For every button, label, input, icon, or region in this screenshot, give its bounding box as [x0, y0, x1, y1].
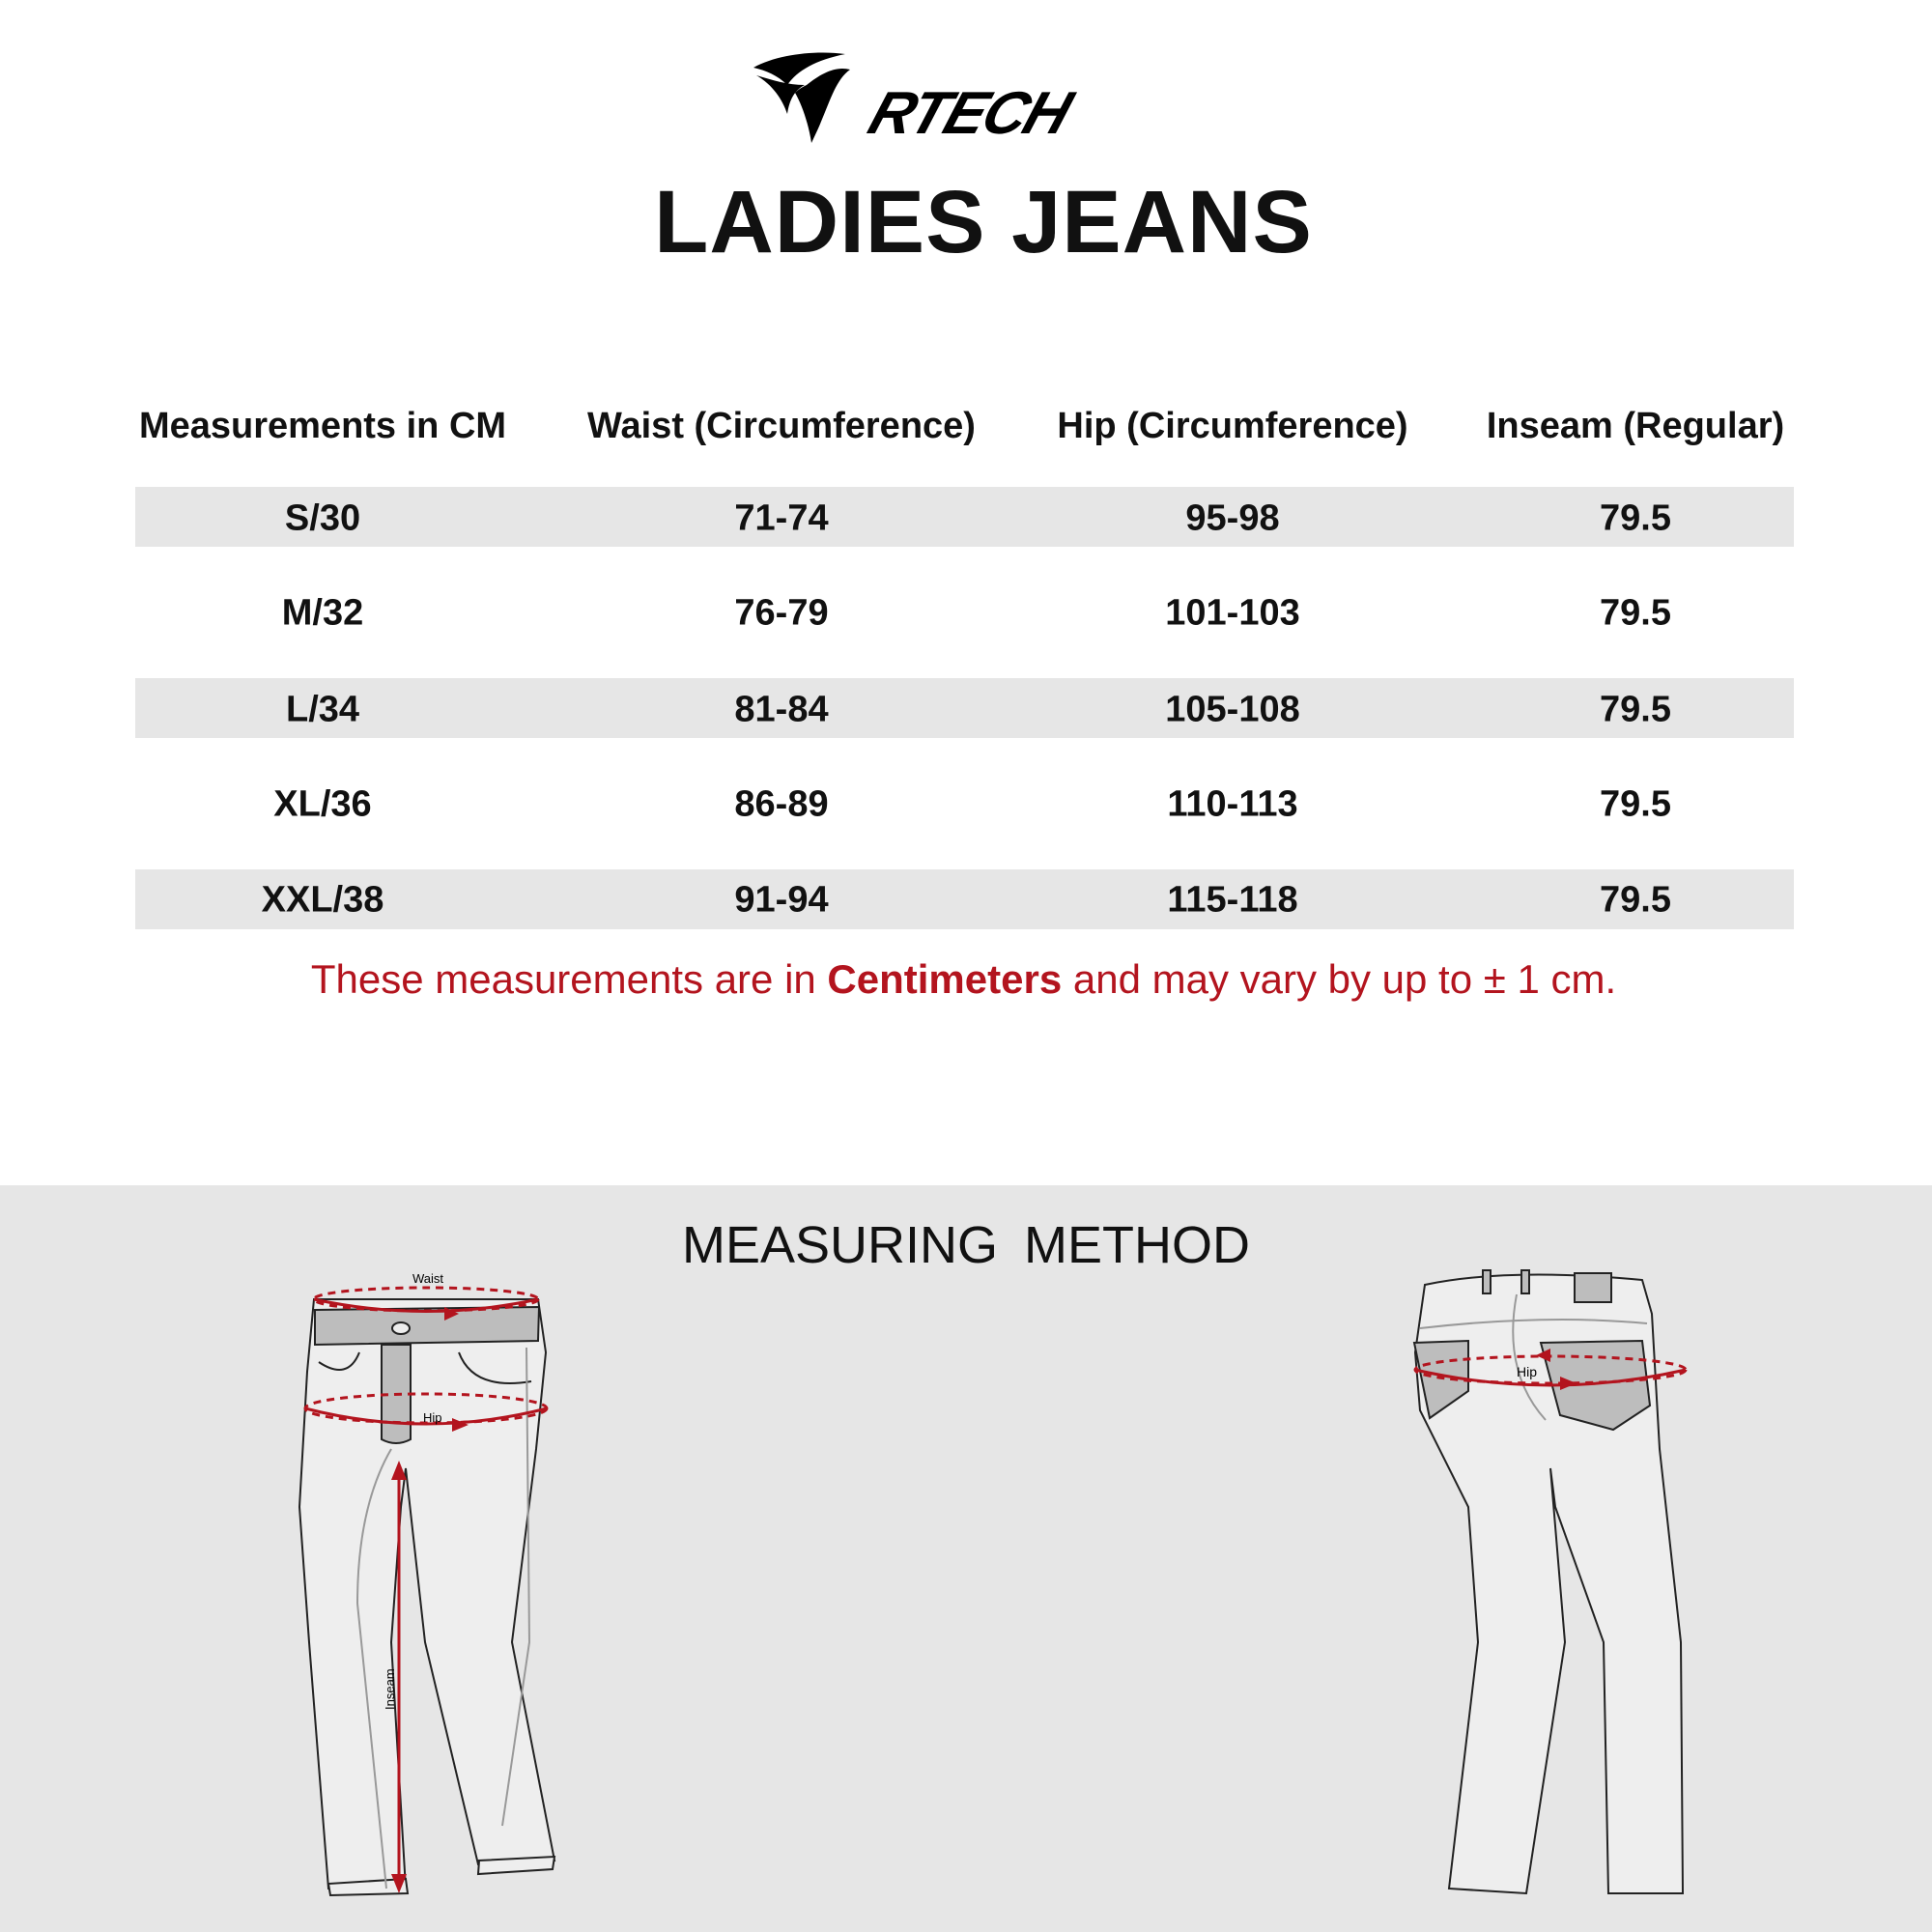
measuring-method-title: MEASURING METHOD — [681, 1216, 1251, 1274]
cell-waist: 91-94 — [734, 879, 829, 921]
cell-hip: 95-98 — [1185, 497, 1280, 539]
jeans-front-illustration — [290, 1265, 580, 1913]
hip-back-label: Hip — [1517, 1364, 1538, 1379]
cell-size: M/32 — [281, 592, 364, 634]
cell-waist: 76-79 — [734, 592, 829, 634]
measurement-note: These measurements are in Centimeters and may vary by up to ± 1 cm. — [310, 956, 1617, 1002]
page-title: LADIES JEANS — [654, 173, 1313, 271]
header-inseam: Inseam (Regular) — [1486, 406, 1785, 446]
cell-hip: 115-118 — [1167, 879, 1298, 921]
cell-inseam: 79.5 — [1600, 783, 1671, 825]
inseam-label: Inseam — [383, 1668, 397, 1710]
brand-wordmark: RTECH — [861, 79, 1079, 147]
cell-waist: 71-74 — [734, 497, 829, 539]
cell-waist: 81-84 — [734, 689, 829, 730]
row-band — [135, 678, 1794, 738]
cell-size: L/34 — [285, 689, 360, 730]
jeans-back-illustration — [1401, 1265, 1690, 1913]
cell-size: XL/36 — [273, 783, 372, 825]
cell-inseam: 79.5 — [1600, 879, 1671, 921]
header-size: Measurements in CM — [138, 406, 507, 446]
hip-label: Hip — [423, 1410, 442, 1425]
cell-hip: 105-108 — [1165, 689, 1300, 730]
row-band — [135, 487, 1794, 547]
header-hip: Hip (Circumference) — [1057, 406, 1408, 446]
cell-size: S/30 — [284, 497, 361, 539]
cell-inseam: 79.5 — [1600, 592, 1671, 634]
rtech-logo — [749, 46, 1174, 148]
row-band — [135, 869, 1794, 929]
cell-hip: 110-113 — [1167, 783, 1298, 825]
waist-label: Waist — [412, 1271, 444, 1286]
cell-inseam: 79.5 — [1600, 497, 1671, 539]
cell-waist: 86-89 — [734, 783, 829, 825]
cell-hip: 101-103 — [1165, 592, 1300, 634]
cell-inseam: 79.5 — [1600, 689, 1671, 730]
cell-size: XXL/38 — [261, 879, 384, 921]
header-waist: Waist (Circumference) — [587, 406, 976, 446]
